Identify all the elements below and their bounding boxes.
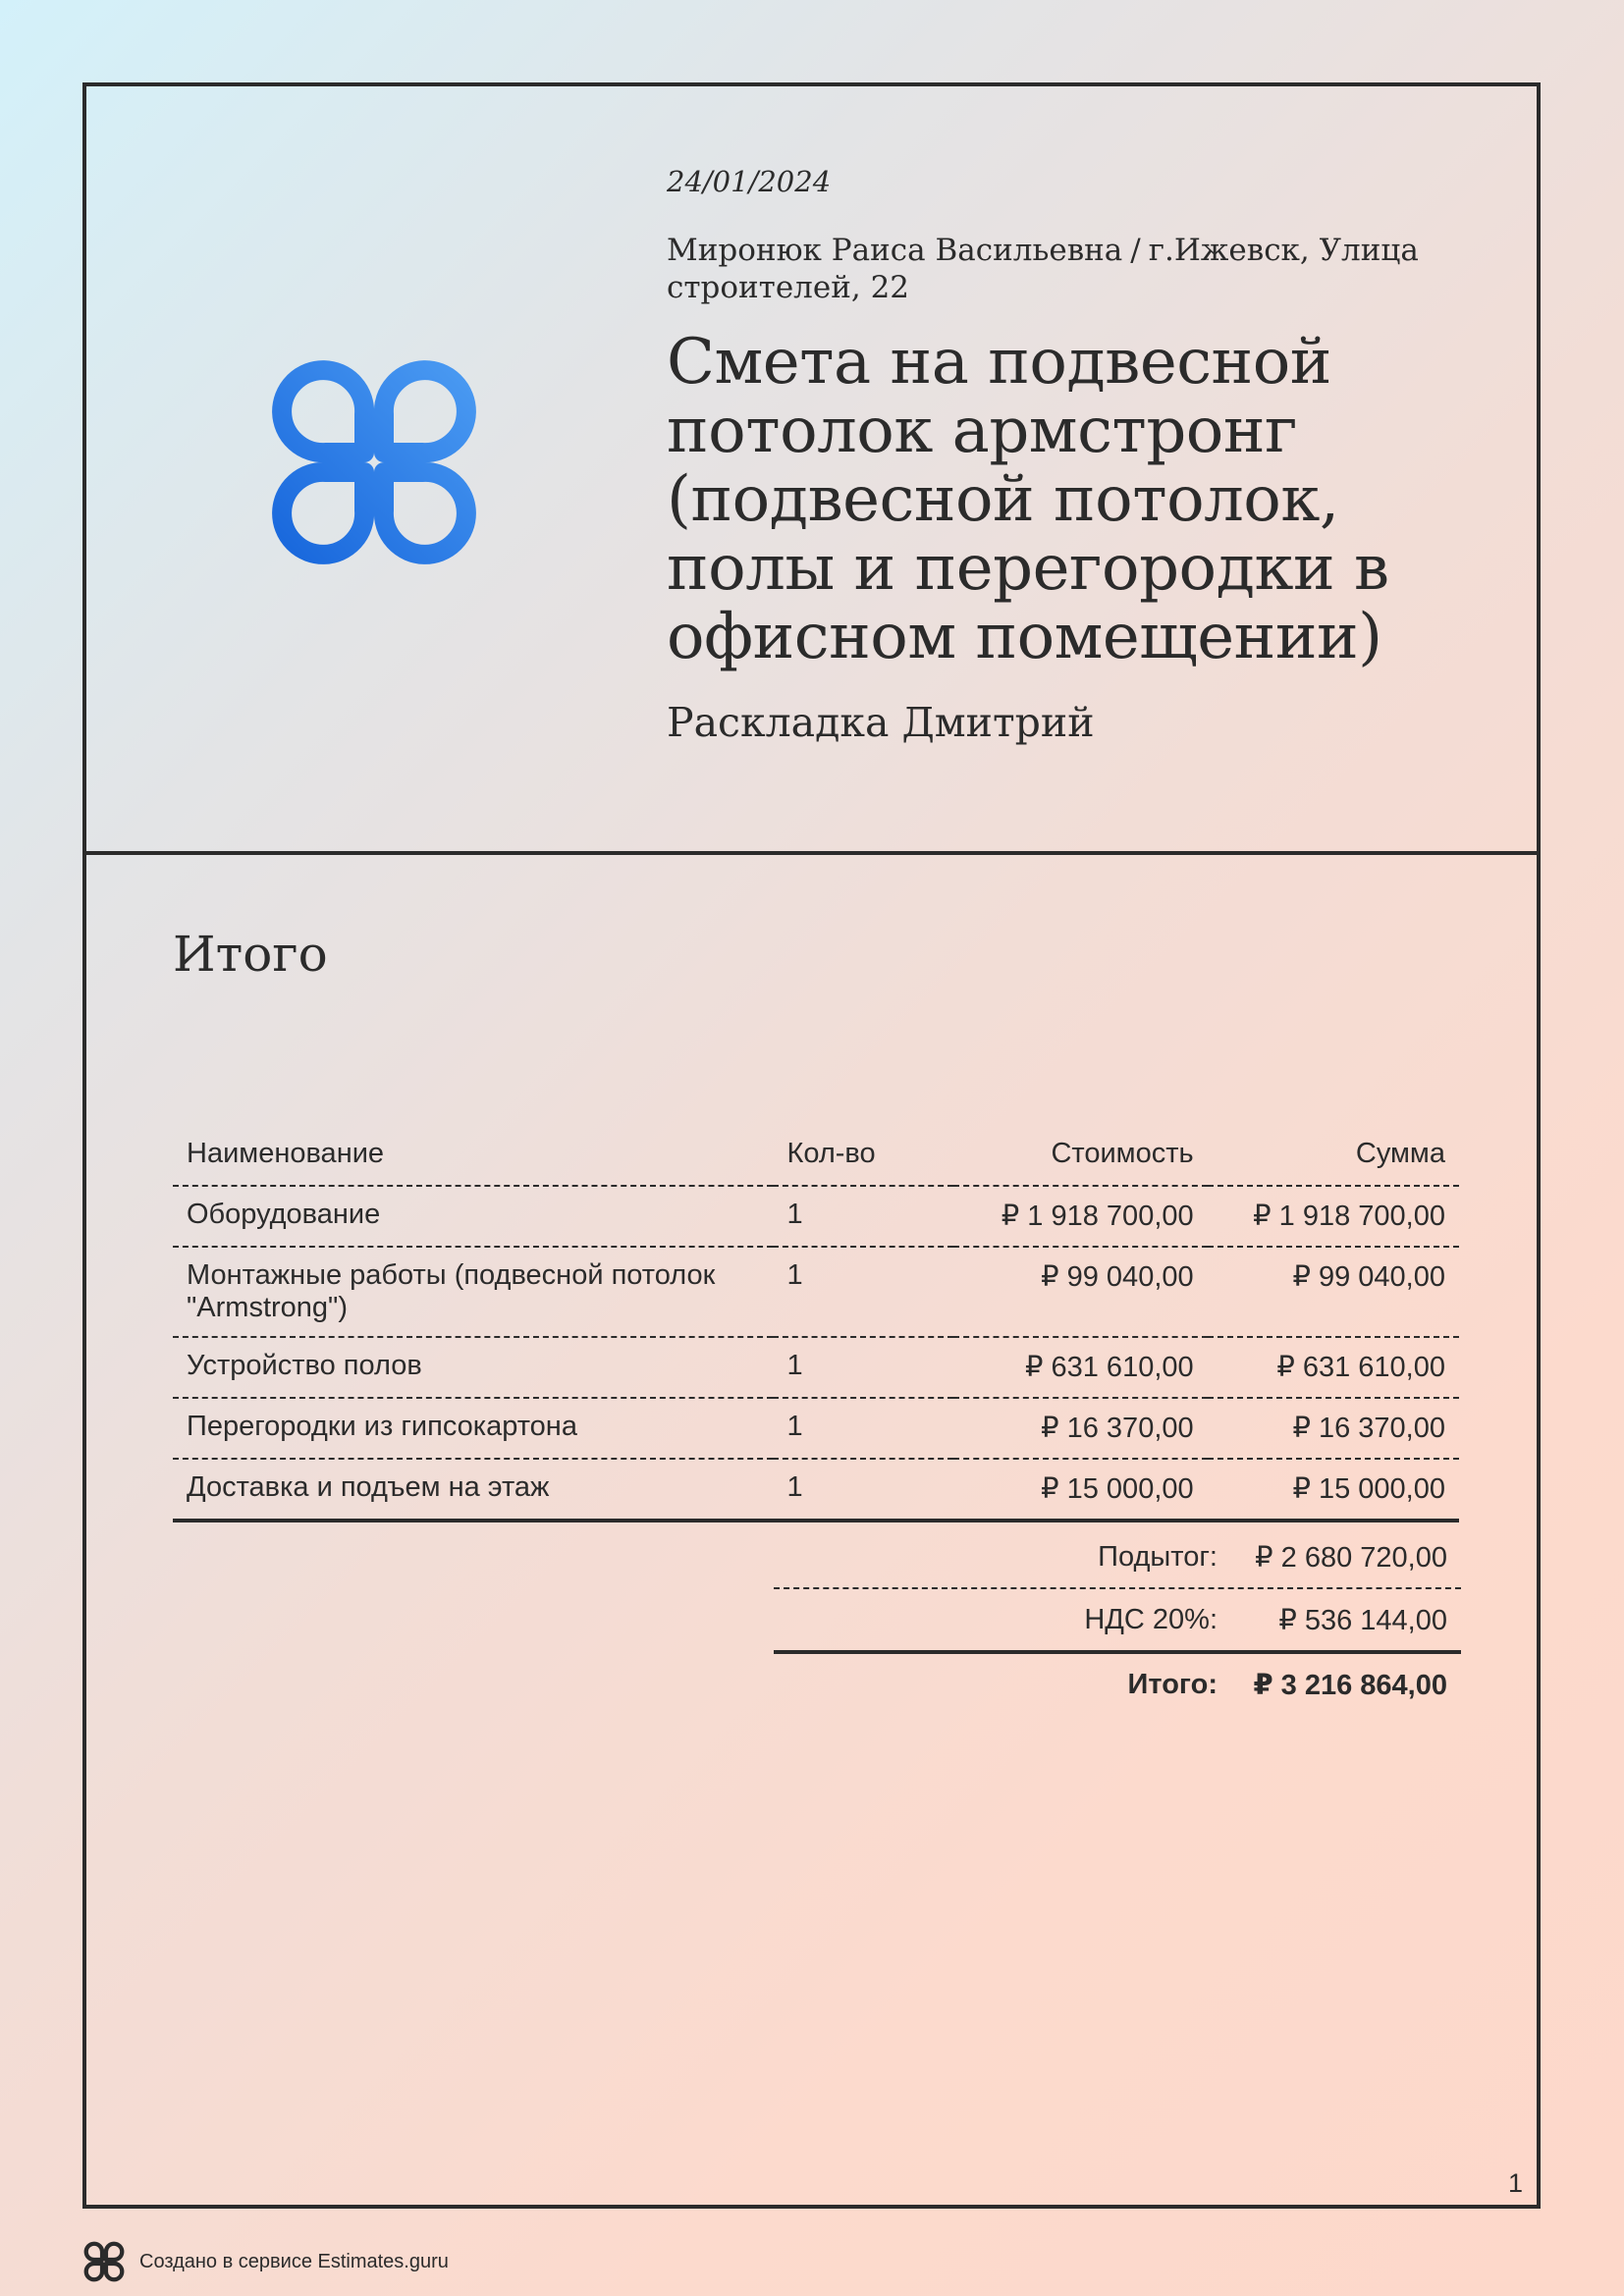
four-petal-logo-icon <box>263 351 485 573</box>
document-header <box>86 86 1537 855</box>
document-date: 24/01/2024 <box>667 165 832 198</box>
section-title: Итого <box>173 926 328 983</box>
client-address: г.Ижевск, Улица строителей, 22 <box>667 233 1419 305</box>
row-name: Устройство полов <box>173 1337 773 1398</box>
table-row <box>173 1459 1459 1521</box>
column-header-cost: Стоимость <box>953 1122 1208 1186</box>
totals-block <box>774 1526 1461 1715</box>
page-number: 1 <box>1507 2168 1523 2198</box>
row-name: Перегородки из гипсокартона <box>173 1398 773 1459</box>
row-cost: ₽ 15 000,00 <box>953 1459 1208 1521</box>
row-name: Монтажные работы (подвесной потолок "Armstrong") <box>173 1247 773 1337</box>
document-author: Раскладка Дмитрий <box>667 699 1095 746</box>
row-qty: 1 <box>773 1186 952 1247</box>
row-name: Оборудование <box>173 1186 773 1247</box>
row-cost: ₽ 99 040,00 <box>953 1247 1208 1337</box>
table-row <box>173 1247 1459 1337</box>
row-cost: ₽ 631 610,00 <box>953 1337 1208 1398</box>
row-sum: ₽ 16 370,00 <box>1208 1398 1459 1459</box>
vat-label: НДС 20%: <box>1084 1603 1218 1635</box>
row-qty: 1 <box>773 1337 952 1398</box>
document-title: Смета на подвесной потолок армстронг (подвесной потолок, полы и перегородки в офисном помещении) <box>667 326 1389 673</box>
subtotal-label: Подытог: <box>1098 1540 1218 1573</box>
table-row <box>173 1337 1459 1398</box>
client-info <box>667 232 1482 306</box>
table-header-row <box>173 1122 1459 1186</box>
row-qty: 1 <box>773 1459 952 1521</box>
column-header-qty: Кол-во <box>773 1122 952 1186</box>
total-label: Итого: <box>1127 1668 1218 1700</box>
client-separator: / <box>1130 233 1141 268</box>
table-row <box>173 1186 1459 1247</box>
total-value: ₽ 3 216 864,00 <box>1253 1669 1447 1701</box>
vat-row <box>774 1589 1461 1654</box>
row-sum: ₽ 99 040,00 <box>1208 1247 1459 1337</box>
subtotal-row <box>774 1526 1461 1589</box>
footer-text: Создано в сервисе Estimates.guru <box>139 2250 449 2272</box>
header-text-block <box>667 165 1482 746</box>
column-header-sum: Сумма <box>1208 1122 1459 1186</box>
row-sum: ₽ 1 918 700,00 <box>1208 1186 1459 1247</box>
four-petal-logo-icon <box>82 2240 126 2283</box>
total-row <box>774 1654 1461 1715</box>
summary-table <box>173 1122 1459 1522</box>
footer <box>82 2240 449 2283</box>
subtotal-value: ₽ 2 680 720,00 <box>1255 1541 1447 1574</box>
row-name: Доставка и подъем на этаж <box>173 1459 773 1521</box>
row-cost: ₽ 1 918 700,00 <box>953 1186 1208 1247</box>
column-header-name: Наименование <box>173 1122 773 1186</box>
document-frame <box>82 82 1541 2209</box>
table-row <box>173 1398 1459 1459</box>
row-qty: 1 <box>773 1247 952 1337</box>
row-sum: ₽ 631 610,00 <box>1208 1337 1459 1398</box>
row-cost: ₽ 16 370,00 <box>953 1398 1208 1459</box>
row-qty: 1 <box>773 1398 952 1459</box>
client-name: Миронюк Раиса Васильевна <box>667 233 1123 268</box>
vat-value: ₽ 536 144,00 <box>1278 1604 1447 1636</box>
row-sum: ₽ 15 000,00 <box>1208 1459 1459 1521</box>
